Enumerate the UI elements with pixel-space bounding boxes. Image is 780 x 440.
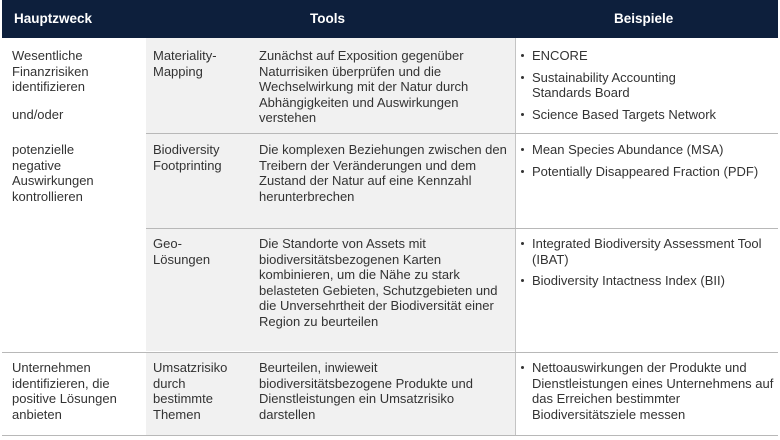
table-header [2, 0, 778, 38]
description-geo-loesungen: Die Standorte von Assets mit biodiversitätsbezogenen Karten kombinieren, um die Nähe zu stark belasteten Gebieten, Schutzgebieten und die Unversehrtheit der Biodiversität einer Region zu beurteilen [259, 236, 498, 329]
tool-biodiversity-footprinting: Biodiversity Footprinting [153, 142, 222, 173]
purpose-line-2: potenzielle negative Auswirkungen kontrollieren [12, 142, 94, 204]
header-tools: Tools [310, 11, 345, 26]
list-item: Sustainability Accounting Standards Board [520, 70, 712, 101]
list-item: ENCORE [520, 48, 775, 64]
examples-biodiversity-footprinting [520, 142, 775, 185]
purpose-connector: und/oder [12, 106, 64, 122]
tool-umsatzrisiko: Umsatzrisiko durch bestimmte Themen [153, 360, 228, 422]
section-risk-identification [2, 38, 778, 353]
list-item: Potentially Disappeared Fraction (PDF) [520, 164, 775, 180]
purpose-positive-solutions: Unternehmen identifizieren, die positive Lösungen anbieten [12, 360, 117, 422]
list-item: Biodiversity Intactness Index (BII) [520, 273, 775, 289]
description-materiality-mapping: Zunächst auf Exposition gegenüber Naturrisiken überprüfen und die Wechselwirkung mit der Natur durch Abhängigkeiten und Auswirkungen verstehen [259, 48, 469, 125]
description-umsatzrisiko: Beurteilen, inwieweit biodiversitätsbezogene Produkte und Dienstleistungen ein Umsatzrisiko darstellen [259, 360, 473, 422]
row-divider [146, 133, 778, 134]
tool-materiality-mapping: Materiality-Mapping [153, 48, 217, 79]
header-beispiele: Beispiele [614, 11, 674, 26]
examples-umsatzrisiko [520, 360, 775, 428]
tool-geo-loesungen: Geo-Lösungen [153, 236, 211, 267]
examples-geo-loesungen [520, 236, 775, 295]
purpose-line-1: Wesentliche Finanzrisiken identifizieren [12, 48, 89, 94]
purpose-cell [12, 48, 132, 204]
column-divider [515, 38, 516, 353]
row-divider [146, 228, 778, 229]
list-item: Mean Species Abundance (MSA) [520, 142, 775, 158]
header-hauptzweck: Hauptzweck [14, 11, 93, 26]
list-item: Nettoauswirkungen der Produkte und Dienstleistungen eines Unternehmens auf das Erreichen bestimmter Biodiversitätsziele messen [520, 360, 775, 422]
column-divider [515, 353, 516, 435]
biodiversity-tools-table [2, 0, 778, 422]
examples-materiality-mapping [520, 48, 775, 128]
section-positive-solutions [2, 353, 778, 435]
table-bottom-rule [2, 435, 778, 436]
description-biodiversity-footprinting: Die komplexen Beziehungen zwischen den Treibern der Veränderungen und dem Zustand der Natur auf eine Kennzahl herunterbrechen [259, 142, 507, 204]
list-item: Integrated Biodiversity Assessment Tool (IBAT) [520, 236, 775, 267]
list-item: Science Based Targets Network [520, 107, 775, 123]
